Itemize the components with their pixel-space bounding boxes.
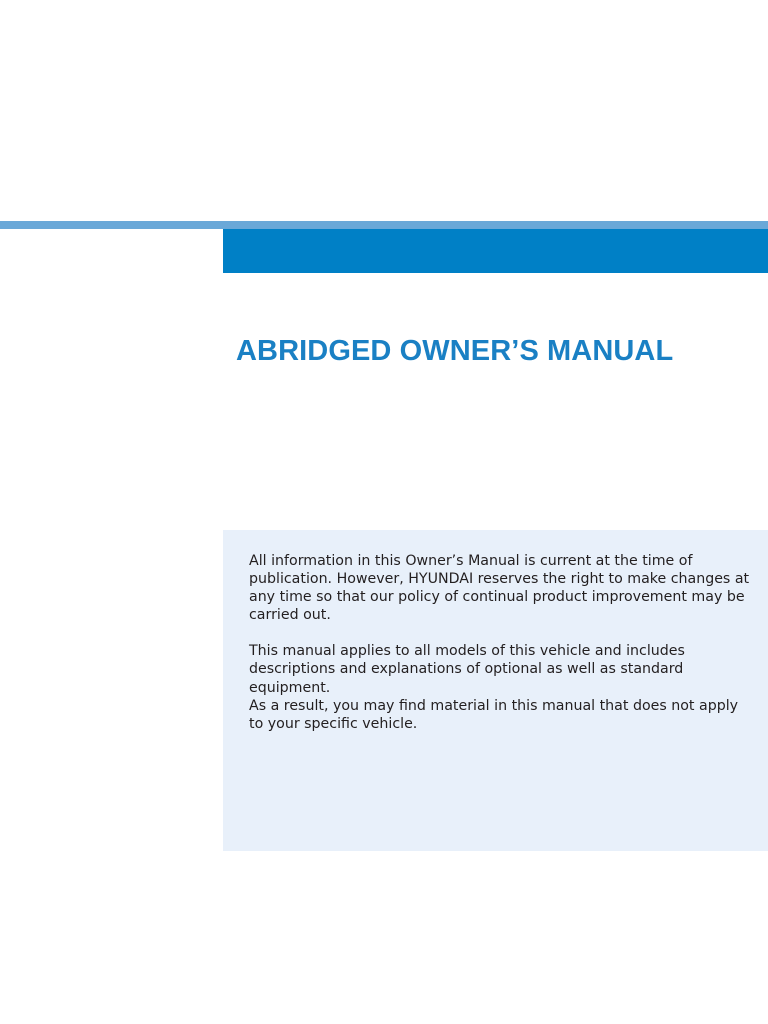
notice-paragraph-2: This manual applies to all models of this vehicle and includes descriptions and explanations of optional as well as standard equipment. xyxy=(249,643,685,696)
header-stripe-light xyxy=(0,221,768,229)
notice-paragraph-3: As a result, you may find material in this manual that does not apply to your specific vehicle. xyxy=(249,697,739,732)
notice-box xyxy=(223,530,768,851)
notice-paragraph-1: All information in this Owner’s Manual is current at the time of publication. However, HYUNDAI reserves the right to make changes at any time so that our policy of continual product improvement may be carried out. xyxy=(249,553,750,624)
notice-text xyxy=(249,552,754,733)
header-stripe-dark xyxy=(223,229,768,273)
page-title: ABRIDGED OWNER’S MANUAL xyxy=(236,335,674,367)
